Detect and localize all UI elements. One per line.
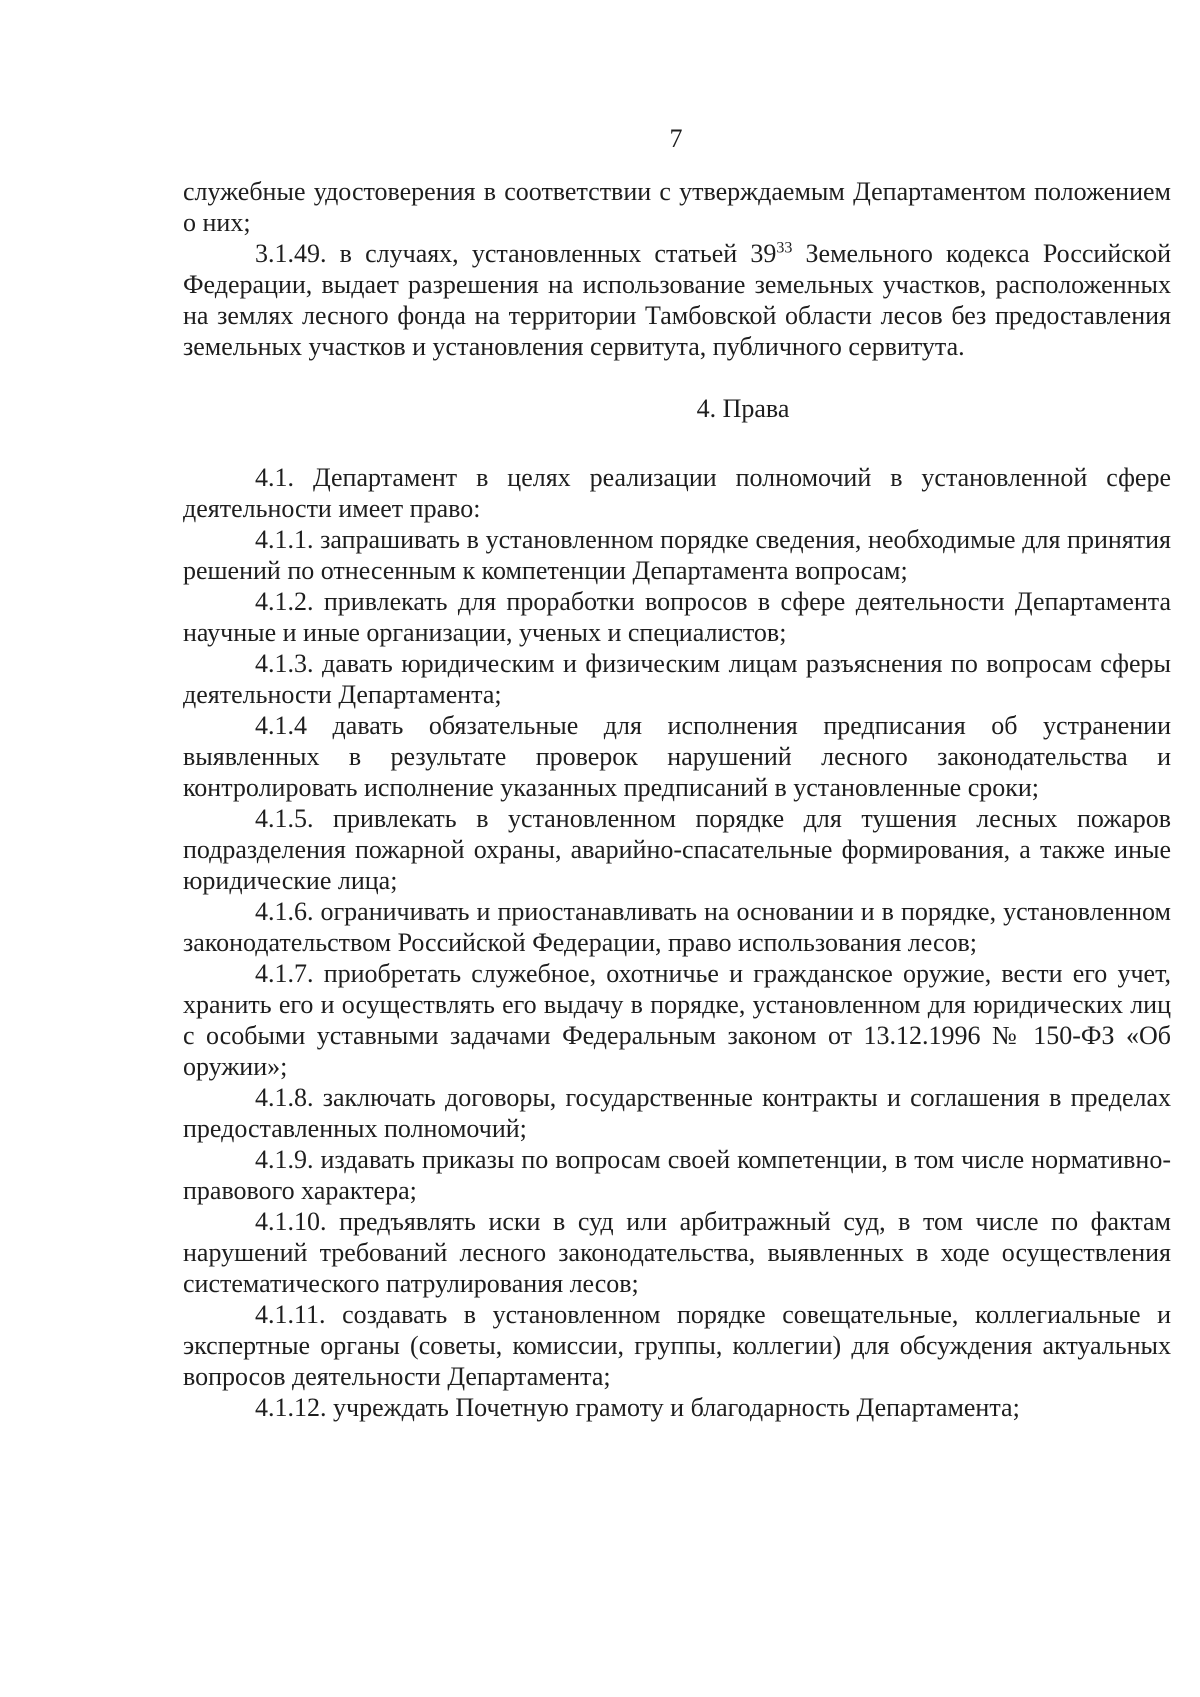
paragraph-3-1-49-end: Земельного кодекса Российской Федерации, выдает разрешения на использование земельных участков, расположенных на землях лесного фонда на территории Тамбовской области лесов без предоставления земельных участков и установления сервитута, публичного сервитута. bbox=[183, 239, 1172, 361]
paragraph-4-1-6: 4.1.6. ограничивать и приостанавливать на основании и в порядке, установленном законодательством Российской Федерации, право использования лесов; bbox=[183, 897, 1171, 957]
article-superscript: 33 bbox=[776, 239, 793, 257]
paragraph-4-1-9: 4.1.9. издавать приказы по вопросам своей компетенции, в том числе нормативно-правового характера; bbox=[183, 1145, 1171, 1205]
paragraph-4-1: 4.1. Департамент в целях реализации полномочий в установленной сфере деятельности имеет право: bbox=[183, 463, 1171, 523]
paragraph-4-1-1: 4.1.1. запрашивать в установленном порядке сведения, необходимые для принятия решений по отнесенным к компетенции Департамента вопросам; bbox=[183, 525, 1171, 585]
paragraph-4-1-8: 4.1.8. заключать договоры, государственные контракты и соглашения в пределах предоставленных полномочий; bbox=[183, 1083, 1171, 1143]
paragraph-4-1-7: 4.1.7. приобретать служебное, охотничье и гражданское оружие, вести его учет, хранить его и осуществлять его выдачу в порядке, установленном для юридических лиц с особыми уставными задачами Федеральным законом от 13.12.1996 № 150-ФЗ «Об оружии»; bbox=[183, 959, 1171, 1081]
paragraph-4-1-4: 4.1.4 давать обязательные для исполнения предписания об устранении выявленных в результате проверок нарушений лесного законодательства и контролировать исполнение указанных предписаний в установленные сроки; bbox=[183, 711, 1171, 802]
paragraph-3-1-49-start: 3.1.49. в случаях, установленных статьей 39 bbox=[255, 239, 777, 268]
paragraph-4-1-12: 4.1.12. учреждать Почетную грамоту и благодарность Департамента; bbox=[255, 1393, 1020, 1422]
paragraph-4-1-11: 4.1.11. создавать в установленном порядке совещательные, коллегиальные и экспертные органы (советы, комиссии, группы, коллегии) для обсуждения актуальных вопросов деятельности Департамента; bbox=[183, 1300, 1171, 1391]
paragraph-4-1-3: 4.1.3. давать юридическим и физическим лицам разъяснения по вопросам сферы деятельности Департамента; bbox=[183, 649, 1171, 709]
paragraph-4-1-10: 4.1.10. предъявлять иски в суд или арбитражный суд, в том числе по фактам нарушений требований лесного законодательства, выявленных в ходе осуществления систематического патрулирования лесов; bbox=[183, 1207, 1171, 1298]
paragraph-4-1-5: 4.1.5. привлекать в установленном порядке для тушения лесных пожаров подразделения пожарной охраны, аварийно-спасательные формирования, а также иные юридические лица; bbox=[183, 804, 1171, 895]
paragraph-continuation: служебные удостоверения в соответствии с утверждаемым Департаментом положением о них; bbox=[183, 177, 1171, 237]
document-body bbox=[183, 176, 1171, 1423]
paragraph-4-1-2: 4.1.2. привлекать для проработки вопросов в сфере деятельности Департамента научные и иные организации, ученых и специалистов; bbox=[183, 587, 1171, 647]
paragraph-3-1-49 bbox=[183, 238, 1171, 362]
page-number: 7 bbox=[669, 124, 683, 153]
section-title: 4. Права bbox=[696, 394, 790, 423]
